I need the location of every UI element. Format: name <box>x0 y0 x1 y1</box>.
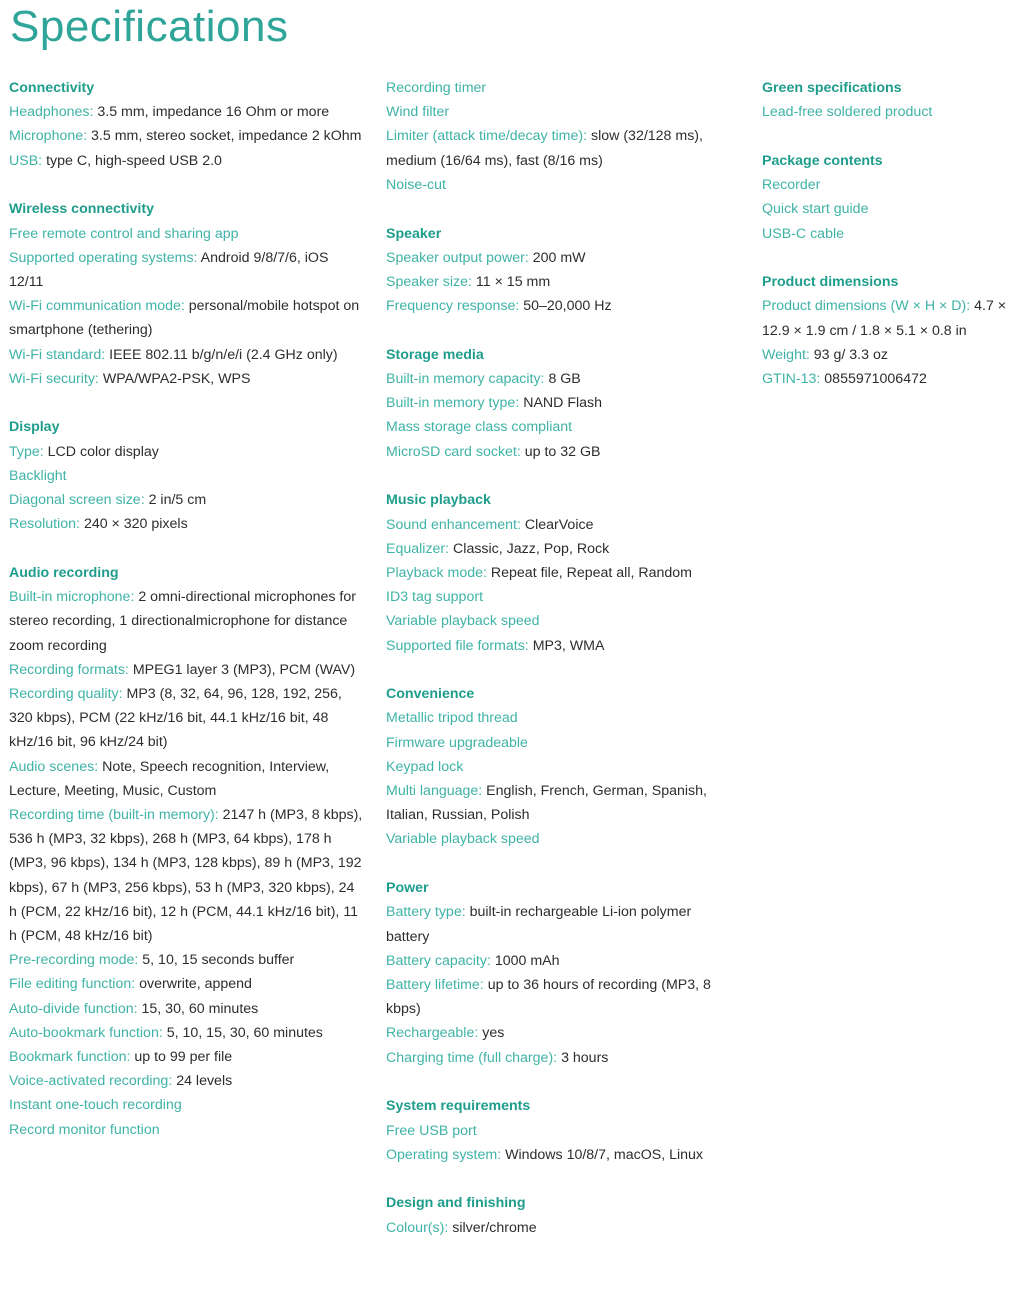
spec-label: Metallic tripod thread <box>386 710 518 727</box>
spec-label: Wind filter <box>386 104 450 121</box>
spec-value: up to 32 GB <box>524 443 601 460</box>
spec-label: Recorder <box>762 177 821 194</box>
spec-label: Auto-divide function <box>9 1000 134 1017</box>
spec-value: Android 9/8/7/6, iOS 12/11 <box>9 249 329 290</box>
section-heading: System requirements <box>386 1098 531 1115</box>
spec-item <box>386 124 736 172</box>
spec-label: Type <box>9 443 40 460</box>
spec-value: NAND Flash <box>523 395 603 412</box>
spec-item <box>386 440 736 464</box>
spec-value: 15, 30, 60 minutes <box>141 1000 259 1017</box>
spec-value: MP3 (8, 32, 64, 96, 128, 192, 256, 320 kbps), PCM (22 kHz/16 bit, 44.1 kHz/16 bit, 48 kHz/16 bit, 96 kHz/24 bit) <box>9 685 342 751</box>
spec-item <box>9 682 364 755</box>
spec-value: LCD color display <box>47 443 159 460</box>
spec-item <box>9 755 364 803</box>
spec-label: Battery type <box>386 904 462 921</box>
spec-separator: : <box>479 977 488 993</box>
spec-separator: : <box>444 1219 453 1236</box>
spec-item <box>386 755 736 779</box>
spec-section-connectivity <box>9 76 364 173</box>
spec-separator: : <box>133 1000 142 1017</box>
spec-item <box>386 706 736 730</box>
spec-label: Variable playback speed <box>386 613 540 630</box>
spec-value: type C, high-speed USB 2.0 <box>46 152 222 169</box>
spec-item <box>9 367 364 391</box>
spec-item <box>386 100 736 124</box>
spec-item <box>386 537 736 561</box>
spec-value: Repeat file, Repeat all, Random <box>490 564 692 581</box>
section-heading: Product dimensions <box>762 274 899 291</box>
spec-label: Speaker size <box>386 273 469 290</box>
spec-separator: : <box>516 516 525 533</box>
spec-item <box>386 561 736 585</box>
spec-item <box>386 1021 736 1045</box>
spec-value: English, French, German, Spanish, Italian, Russian, Polish <box>386 783 707 824</box>
spec-item <box>9 246 364 294</box>
spec-value: built-in rechargeable Li-ion polymer battery <box>386 904 692 945</box>
spec-item <box>386 1216 736 1240</box>
spec-item <box>386 391 736 415</box>
spec-value: slow (32/128 ms), medium (16/64 ms), fast (8/16 ms) <box>386 128 703 169</box>
spec-label: GTIN-13 <box>762 371 817 388</box>
spec-section-product-dimensions <box>762 270 1024 391</box>
spec-item <box>762 367 1024 391</box>
spec-section-convenience <box>386 682 736 851</box>
spec-separator: : <box>474 1025 483 1042</box>
spec-item <box>386 731 736 755</box>
spec-separator: : <box>461 904 470 921</box>
spec-value: 93 g/ 3.3 oz <box>813 346 888 363</box>
spec-value: up to 99 per file <box>134 1049 233 1066</box>
spec-separator: : <box>94 370 103 387</box>
spec-section-display <box>9 415 364 536</box>
spec-section-green-specifications <box>762 76 1024 124</box>
spec-label: Voice-activated recording <box>9 1073 169 1090</box>
spec-label: Recording formats <box>9 661 125 678</box>
spec-value: WPA/WPA2-PSK, WPS <box>102 370 251 387</box>
spec-separator: : <box>126 1049 135 1066</box>
spec-separator: : <box>524 637 533 654</box>
spec-separator: : <box>76 516 84 533</box>
spec-item <box>9 149 364 173</box>
spec-section-system-requirements <box>386 1094 736 1167</box>
spec-value: up to 36 hours of recording (MP3, 8 kbps) <box>386 977 711 1018</box>
spec-value: 240 × 320 pixels <box>83 516 188 533</box>
spec-item <box>386 634 736 658</box>
spec-value: Note, Speech recognition, Interview, Lecture, Meeting, Music, Custom <box>9 758 330 799</box>
spec-label: Battery lifetime <box>386 977 480 993</box>
spec-item <box>9 1118 364 1142</box>
spec-value: 2 in/5 cm <box>148 492 207 509</box>
spec-item <box>386 827 736 851</box>
spec-separator: : <box>478 783 487 800</box>
spec-value: 0855971006472 <box>824 371 927 388</box>
spec-label: Rechargeable <box>386 1025 475 1042</box>
spec-separator: : <box>131 976 140 993</box>
spec-label: Wi-Fi security <box>9 370 95 387</box>
section-heading: Display <box>9 419 60 436</box>
spec-item <box>9 972 364 996</box>
spec-item <box>9 488 364 512</box>
spec-item <box>762 100 1024 124</box>
spec-item <box>386 900 736 948</box>
spec-section-storage-media <box>386 343 736 464</box>
spec-item <box>386 246 736 270</box>
spec-item <box>386 270 736 294</box>
spec-item <box>386 415 736 439</box>
spec-separator: : <box>486 952 495 969</box>
section-heading: Speaker <box>386 225 442 242</box>
spec-value: 1000 mAh <box>494 952 560 969</box>
spec-section-power <box>386 876 736 1070</box>
spec-value: 8 GB <box>548 371 581 388</box>
spec-item <box>9 1069 364 1093</box>
spec-value: 5, 10, 15 seconds buffer <box>142 952 295 969</box>
spec-section-design-and-finishing <box>386 1191 736 1239</box>
spec-value: Classic, Jazz, Pop, Rock <box>453 540 610 557</box>
spec-label: Recording quality <box>9 685 119 702</box>
section-heading: Wireless connectivity <box>9 201 154 218</box>
spec-item <box>9 464 364 488</box>
spec-item <box>386 949 736 973</box>
spec-label: Battery capacity <box>386 952 487 969</box>
spec-label: Free remote control and sharing app <box>9 225 239 242</box>
spec-item <box>386 76 736 100</box>
spec-label: Multi language <box>386 783 479 800</box>
spec-separator: : <box>168 1073 177 1090</box>
spec-item <box>762 343 1024 367</box>
spec-item <box>762 222 1024 246</box>
spec-value: silver/chrome <box>452 1219 537 1236</box>
spec-label: Supported file formats <box>386 637 525 654</box>
spec-item <box>386 294 736 318</box>
section-heading: Music playback <box>386 492 491 509</box>
spec-label: Audio scenes <box>9 758 95 775</box>
spec-label: Variable playback speed <box>386 831 540 848</box>
section-heading: Power <box>386 880 429 897</box>
spec-value: 200 mW <box>532 249 586 266</box>
spec-item <box>386 1143 736 1167</box>
spec-label: Pre-recording mode <box>9 952 135 969</box>
spec-label: Record monitor function <box>9 1121 160 1138</box>
spec-label: Product dimensions (W × H × D) <box>762 298 967 315</box>
spec-section-speaker <box>386 222 736 319</box>
spec-item <box>386 1046 736 1070</box>
spec-item <box>9 1045 364 1069</box>
spec-item <box>9 512 364 536</box>
spec-item <box>9 124 364 148</box>
spec-value: 4.7 × 12.9 × 1.9 cm / 1.8 × 5.1 × 0.8 in <box>762 298 1007 339</box>
spec-label: Noise-cut <box>386 176 446 193</box>
spec-separator: : <box>140 492 149 509</box>
spec-label: Frequency response <box>386 298 516 315</box>
spec-value: 11 × 15 mm <box>475 273 551 290</box>
spec-item <box>386 513 736 537</box>
spec-label: Headphones <box>9 104 90 121</box>
spec-separator: : <box>516 443 525 460</box>
spec-item <box>386 973 736 1021</box>
spec-separator: : <box>553 1049 562 1066</box>
spec-item <box>762 173 1024 197</box>
spec-item <box>386 609 736 633</box>
spec-separator: : <box>445 540 454 557</box>
spec-label: Free USB port <box>386 1122 477 1139</box>
spec-value: IEEE 802.11 b/g/n/e/i (2.4 GHz only) <box>109 346 338 363</box>
spec-value: personal/mobile hotspot on smartphone (tethering) <box>9 298 360 339</box>
spec-separator: : <box>101 346 110 363</box>
spec-label: Recording timer <box>386 80 487 96</box>
spec-value: 3.5 mm, impedance 16 Ohm or more <box>97 104 330 121</box>
section-heading: Design and finishing <box>386 1195 526 1212</box>
spec-item <box>9 997 364 1021</box>
spec-label: Auto-bookmark function <box>9 1024 159 1041</box>
section-heading: Package contents <box>762 152 883 169</box>
spec-value: 2 omni-directional microphones for stereo recording, 1 directionalmicrophone for distance zoom recording <box>9 589 356 654</box>
spec-separator: : <box>89 104 98 121</box>
spec-value: Windows 10/8/7, macOS, Linux <box>505 1146 704 1163</box>
spec-separator: : <box>193 249 201 266</box>
spec-item <box>386 1119 736 1143</box>
spec-separator: : <box>38 152 47 169</box>
spec-value: MPEG1 layer 3 (MP3), PCM (WAV) <box>132 661 356 678</box>
spec-value: overwrite, append <box>139 976 252 993</box>
spec-label: Backlight <box>9 467 67 484</box>
spec-label: Instant one-touch recording <box>9 1097 182 1114</box>
spec-separator: : <box>524 249 533 266</box>
spec-section-continued <box>386 76 736 197</box>
spec-item <box>9 948 364 972</box>
spec-label: Lead-free soldered product <box>762 104 933 121</box>
spec-label: Built-in microphone <box>9 589 131 606</box>
spec-label: Limiter (attack time/decay time) <box>386 128 584 145</box>
spec-column-3 <box>762 76 1024 416</box>
spec-separator: : <box>130 589 139 606</box>
spec-label: Firmware upgradeable <box>386 734 528 751</box>
spec-value: 2147 h (MP3, 8 kbps), 536 h (MP3, 32 kbps), 268 h (MP3, 64 kbps), 178 h (MP3, 96 kbps), 134 h (MP3, 128 kbps), 89 h (MP3, 192 kbps), 67 h (MP3, 256 kbps), 53 h (MP3, 320 kbps), 24 h (PCM, 22 kHz/16 bit), 12 h (PCM, 44.1 kHz/16 bit), 11 h (PCM, 48 kHz/16 bit) <box>9 806 363 944</box>
section-heading: Convenience <box>386 686 475 703</box>
spec-section-package-contents <box>762 149 1024 246</box>
section-heading: Storage media <box>386 346 484 363</box>
spec-separator: : <box>118 685 127 702</box>
spec-label: Colour(s) <box>386 1219 445 1236</box>
spec-separator: : <box>583 128 591 145</box>
spec-separator: : <box>515 298 524 315</box>
spec-separator: : <box>214 806 223 823</box>
spec-label: USB-C cable <box>762 225 845 242</box>
spec-label: Bookmark function <box>9 1049 127 1066</box>
spec-label: Recording time (built-in memory) <box>9 806 215 823</box>
spec-item <box>386 367 736 391</box>
section-heading: Green specifications <box>762 80 902 96</box>
spec-item <box>9 343 364 367</box>
spec-separator: : <box>134 952 143 969</box>
spec-separator: : <box>816 371 825 388</box>
spec-label: Sound enhancement <box>386 516 517 533</box>
spec-label: Wi-Fi standard <box>9 346 102 363</box>
spec-separator: : <box>497 1146 506 1163</box>
spec-value: ClearVoice <box>524 516 594 533</box>
spec-separator: : <box>515 395 524 412</box>
spec-separator: : <box>805 346 814 363</box>
spec-separator: : <box>966 298 975 315</box>
spec-separator: : <box>124 661 133 678</box>
spec-section-wireless-connectivity <box>9 197 364 391</box>
section-heading: Connectivity <box>9 80 95 96</box>
spec-item <box>386 585 736 609</box>
spec-label: Keypad lock <box>386 758 464 775</box>
spec-item <box>386 779 736 827</box>
spec-value: 3.5 mm, stereo socket, impedance 2 kOhm <box>91 128 362 145</box>
section-heading: Audio recording <box>9 564 119 581</box>
spec-separator: : <box>158 1024 167 1041</box>
spec-separator: : <box>540 371 549 388</box>
spec-item <box>9 1093 364 1117</box>
spec-label: Built-in memory capacity <box>386 371 541 388</box>
spec-separator: : <box>468 273 476 290</box>
spec-label: Speaker output power <box>386 249 525 266</box>
spec-label: Charging time (full charge) <box>386 1049 554 1066</box>
spec-item <box>762 294 1024 342</box>
spec-separator: : <box>39 443 48 460</box>
spec-value: MP3, WMA <box>532 637 605 654</box>
spec-label: Equalizer <box>386 540 446 557</box>
spec-item <box>762 197 1024 221</box>
spec-label: Microphone <box>9 128 84 145</box>
spec-label: Built-in memory type <box>386 395 516 412</box>
spec-label: Supported operating systems <box>9 249 194 266</box>
spec-label: USB <box>9 152 39 169</box>
spec-separator: : <box>94 758 103 775</box>
spec-label: Quick start guide <box>762 201 869 218</box>
spec-label: File editing function <box>9 976 132 993</box>
spec-item <box>9 222 364 246</box>
spec-item <box>9 294 364 342</box>
spec-item <box>9 585 364 658</box>
spec-label: Diagonal screen size <box>9 492 141 509</box>
spec-column-2 <box>386 76 736 1264</box>
spec-value: 24 levels <box>176 1073 233 1090</box>
spec-label: Operating system <box>386 1146 498 1163</box>
spec-label: Weight <box>762 346 806 363</box>
spec-value: 3 hours <box>561 1049 609 1066</box>
spec-separator: : <box>483 564 491 581</box>
page-title: Specifications <box>10 2 289 51</box>
spec-label: Resolution <box>9 516 77 533</box>
spec-item <box>9 658 364 682</box>
spec-label: MicroSD card socket <box>386 443 517 460</box>
spec-separator: : <box>83 128 92 145</box>
spec-item <box>9 803 364 948</box>
spec-column-1 <box>9 76 364 1166</box>
spec-label: ID3 tag support <box>386 589 484 606</box>
spec-section-music-playback <box>386 488 736 657</box>
spec-item <box>9 440 364 464</box>
spec-item <box>9 100 364 124</box>
spec-item <box>9 1021 364 1045</box>
spec-value: 50–20,000 Hz <box>523 298 612 315</box>
spec-label: Mass storage class compliant <box>386 419 573 436</box>
spec-separator: : <box>180 298 189 315</box>
spec-label: Playback mode <box>386 564 483 581</box>
spec-item <box>386 173 736 197</box>
spec-value: yes <box>482 1025 505 1042</box>
spec-value: 5, 10, 15, 30, 60 minutes <box>166 1024 323 1041</box>
spec-section-audio-recording <box>9 561 364 1142</box>
spec-label: Wi-Fi communication mode <box>9 298 181 315</box>
